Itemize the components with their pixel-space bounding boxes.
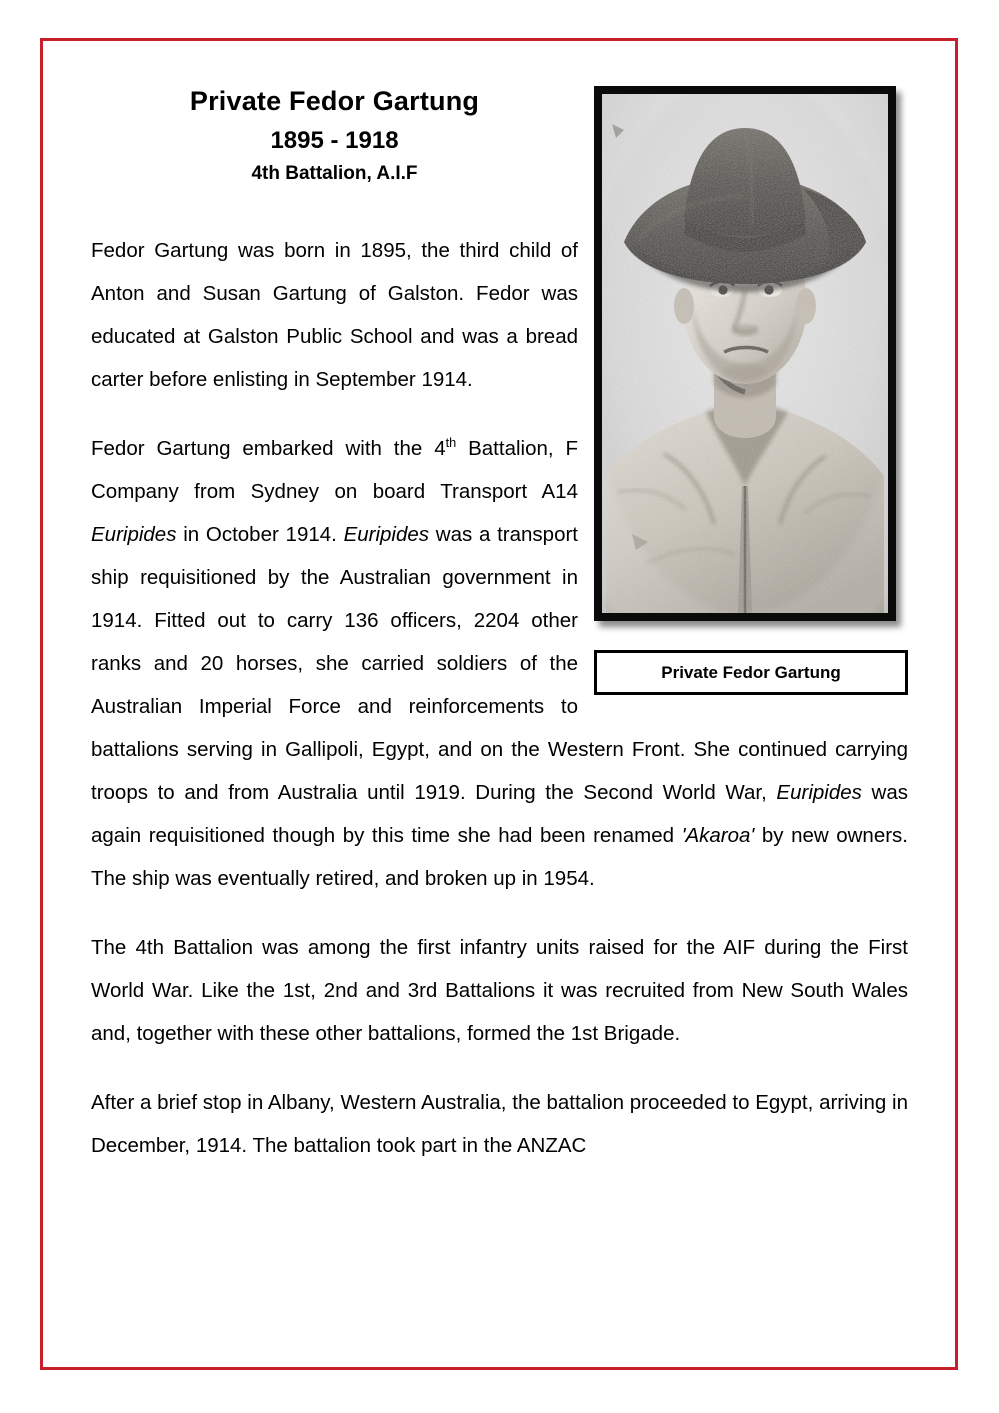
- ship-name: Euripides: [91, 523, 177, 547]
- ship-renamed: 'Akaroa': [681, 824, 755, 848]
- text-run: was a transport ship requisitioned by the Australian government in 1914. Fitted out to carry 136 officers, 2204 other ranks and 20 horses, she carried soldiers of the Australian Imperial Force and reinforcements to battalions serving in Gallipoli, Egypt, and on the Western Front. She continued carrying troops to and from Australia until 1919. During the Second World War,: [91, 523, 908, 805]
- soldier-photo-figure: [594, 86, 908, 695]
- ship-name: Euripides: [776, 781, 862, 805]
- title-block: [91, 86, 591, 185]
- text-run: in October 1914.: [176, 523, 344, 547]
- unit-subtitle: 4th Battalion, A.I.F: [251, 162, 418, 184]
- page-content: [91, 86, 908, 1167]
- text-run: by new owners. The ship was eventually retired, and broken up in 1954.: [91, 824, 909, 891]
- photo-caption-text: Private Fedor Gartung: [661, 663, 841, 682]
- text-run: Fedor Gartung embarked with the 4: [91, 437, 446, 461]
- page-title: Private Fedor Gartung: [189, 86, 480, 116]
- photo-caption-box: [594, 650, 908, 695]
- text-run: Battalion, F Company from Sydney on board Transport A14: [91, 437, 578, 504]
- ship-name: Euripides: [343, 523, 430, 547]
- paragraph-biography: Fedor Gartung was born in 1895, the third child of Anton and Susan Gartung of Galston. Fedor was educated at Galston Public School and was a bread carter before enlisting in September 1914.: [91, 239, 578, 392]
- paragraph-battalion: The 4th Battalion was among the first infantry units raised for the AIF during the First World War. Like the 1st, 2nd and 3rd Battalions it was recruited from New South Wales and, together with these other battalions, formed the 1st Brigade.: [91, 936, 908, 1046]
- ordinal-suffix: th: [445, 435, 457, 451]
- paragraph-albany-egypt: After a brief stop in Albany, Western Australia, the battalion proceeded to Egypt, arriving in December, 1914. The battalion took part in the ANZAC: [91, 1091, 908, 1158]
- text-run: was again requisitioned though by this time she had been renamed: [91, 781, 908, 848]
- portrait-photo: [594, 86, 896, 621]
- life-dates: 1895 - 1918: [270, 127, 399, 155]
